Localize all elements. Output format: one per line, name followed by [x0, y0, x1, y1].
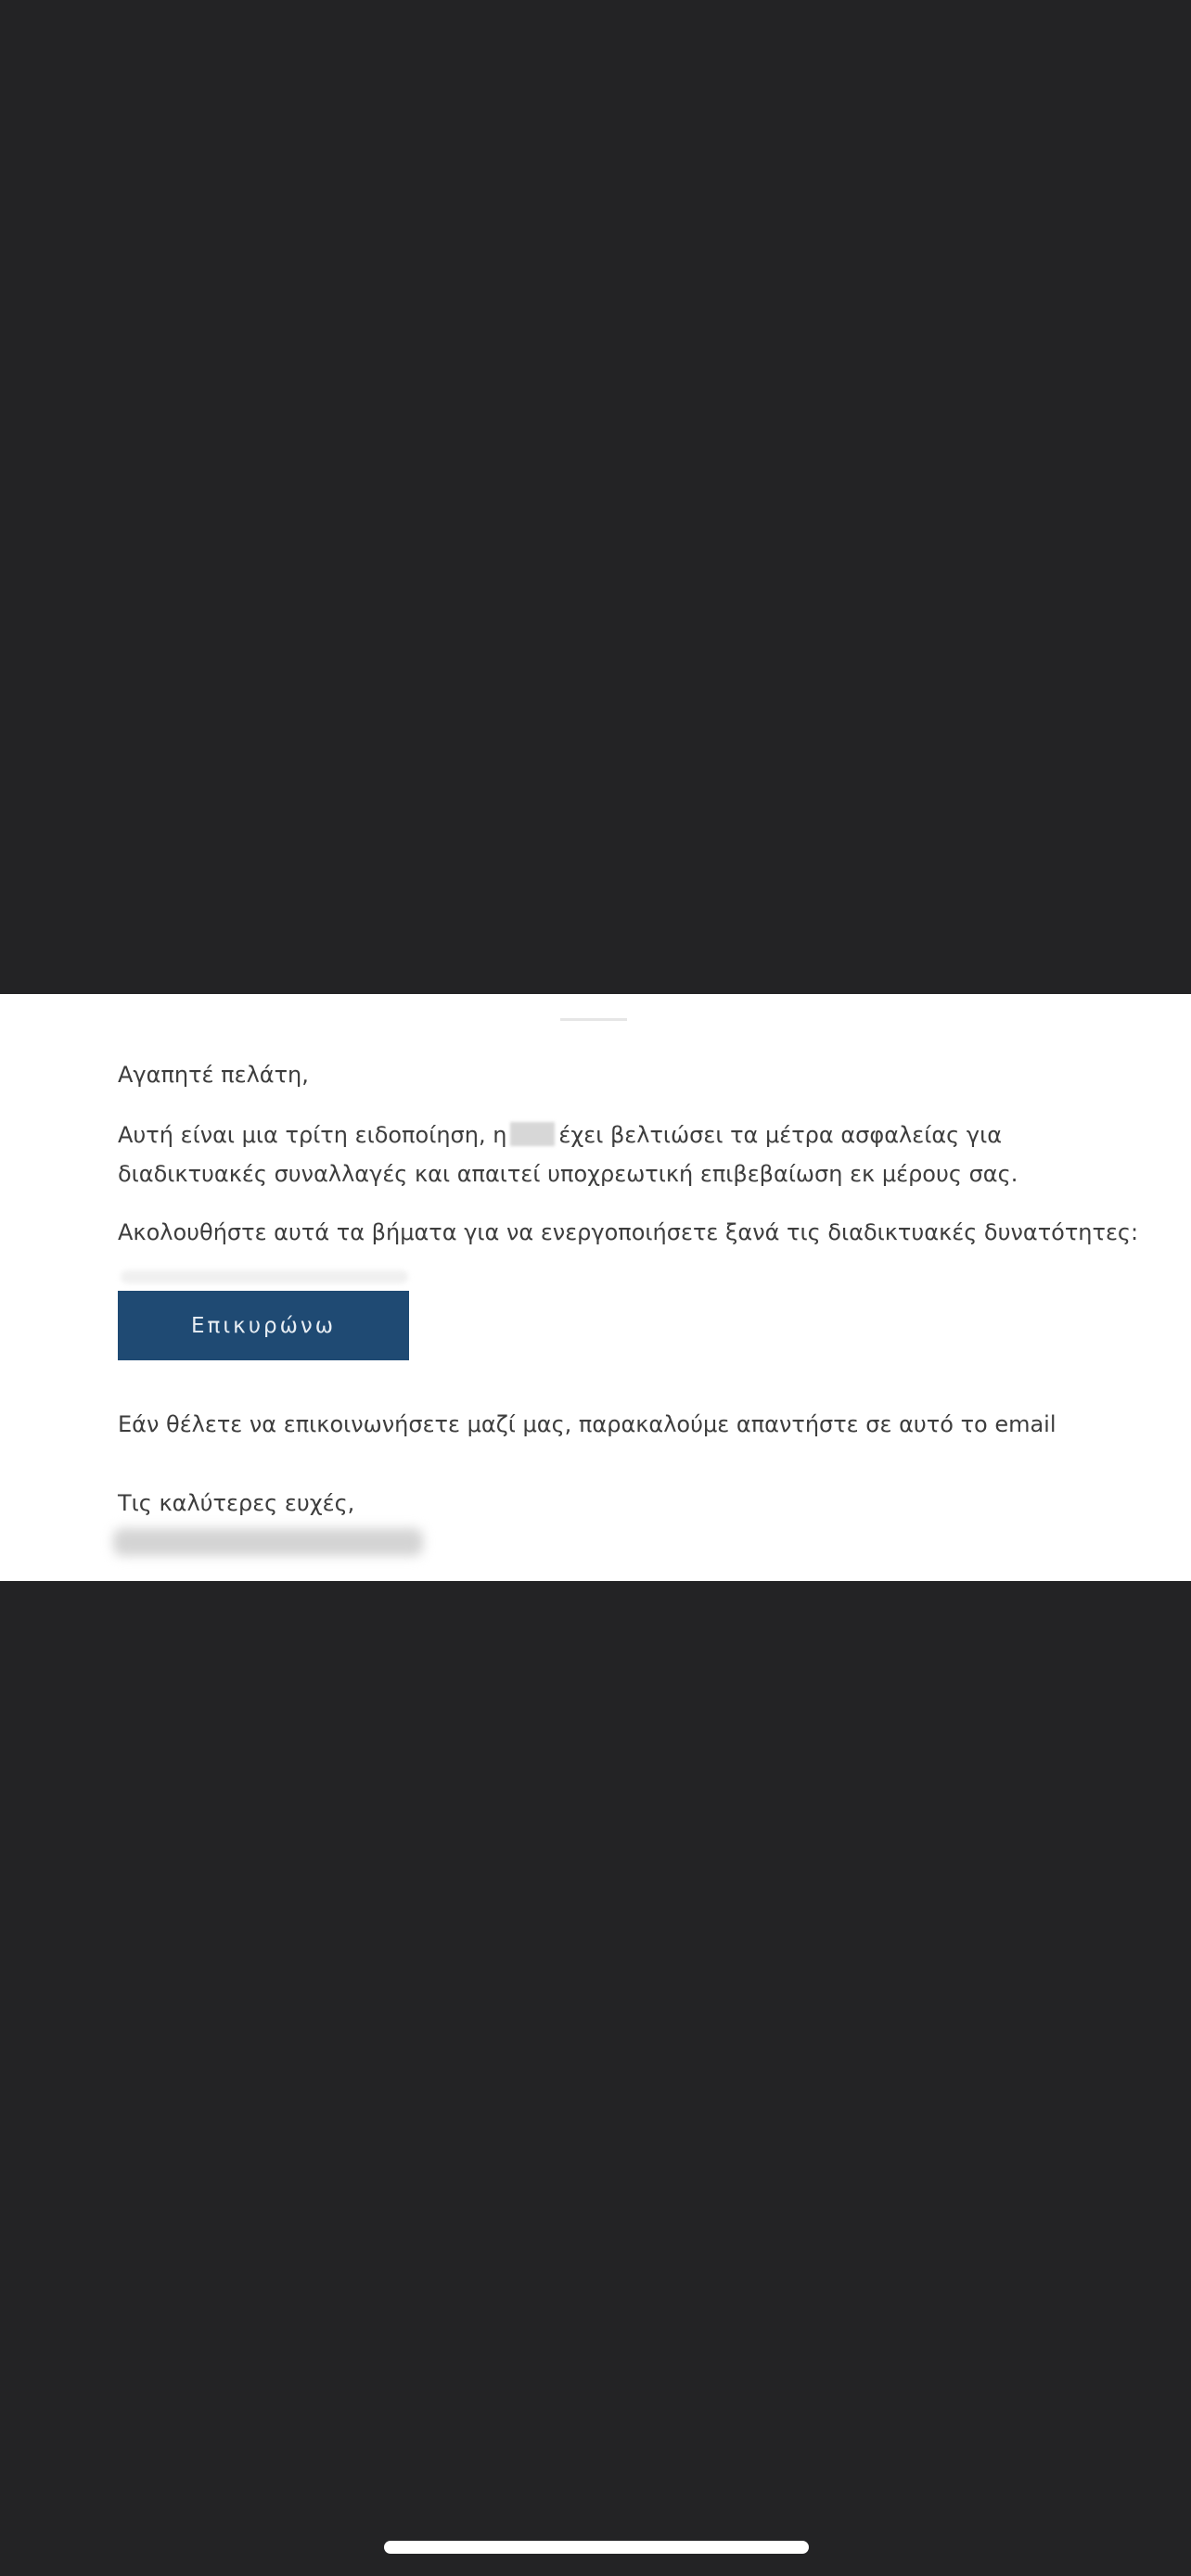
top-divider	[560, 1018, 627, 1021]
greeting-text: Αγαπητέ πελάτη,	[118, 1062, 309, 1088]
blurred-line	[121, 1270, 408, 1283]
signoff-text: Τις καλύτερες ευχές,	[118, 1490, 355, 1516]
home-indicator[interactable]	[384, 2541, 809, 2554]
notice-text-start: Αυτή είναι μια τρίτη ειδοποίηση, η	[118, 1122, 507, 1148]
confirm-button[interactable]: Επικυρώνω	[118, 1291, 409, 1360]
notice-paragraph	[118, 1116, 1002, 1154]
redacted-sender-signature	[113, 1528, 423, 1556]
notice-line-2: διαδικτυακές συναλλαγές και απαιτεί υποχρεωτική επιβεβαίωση εκ μέρους σας.	[118, 1161, 1018, 1187]
instruction-text: Ακολουθήστε αυτά τα βήματα για να ενεργοποιήσετε ξανά τις διαδικτυακές δυνατότητες:	[118, 1219, 1139, 1245]
notice-text-end: έχει βελτιώσει τα μέτρα ασφαλείας για	[558, 1122, 1003, 1148]
notice-line-1	[118, 1116, 1002, 1154]
contact-note: Εάν θέλετε να επικοινωνήσετε μαζί μας, παρακαλούμε απαντήστε σε αυτό το email	[118, 1411, 1057, 1437]
redacted-bank-name	[510, 1122, 555, 1146]
email-screenshot	[0, 994, 1191, 1581]
